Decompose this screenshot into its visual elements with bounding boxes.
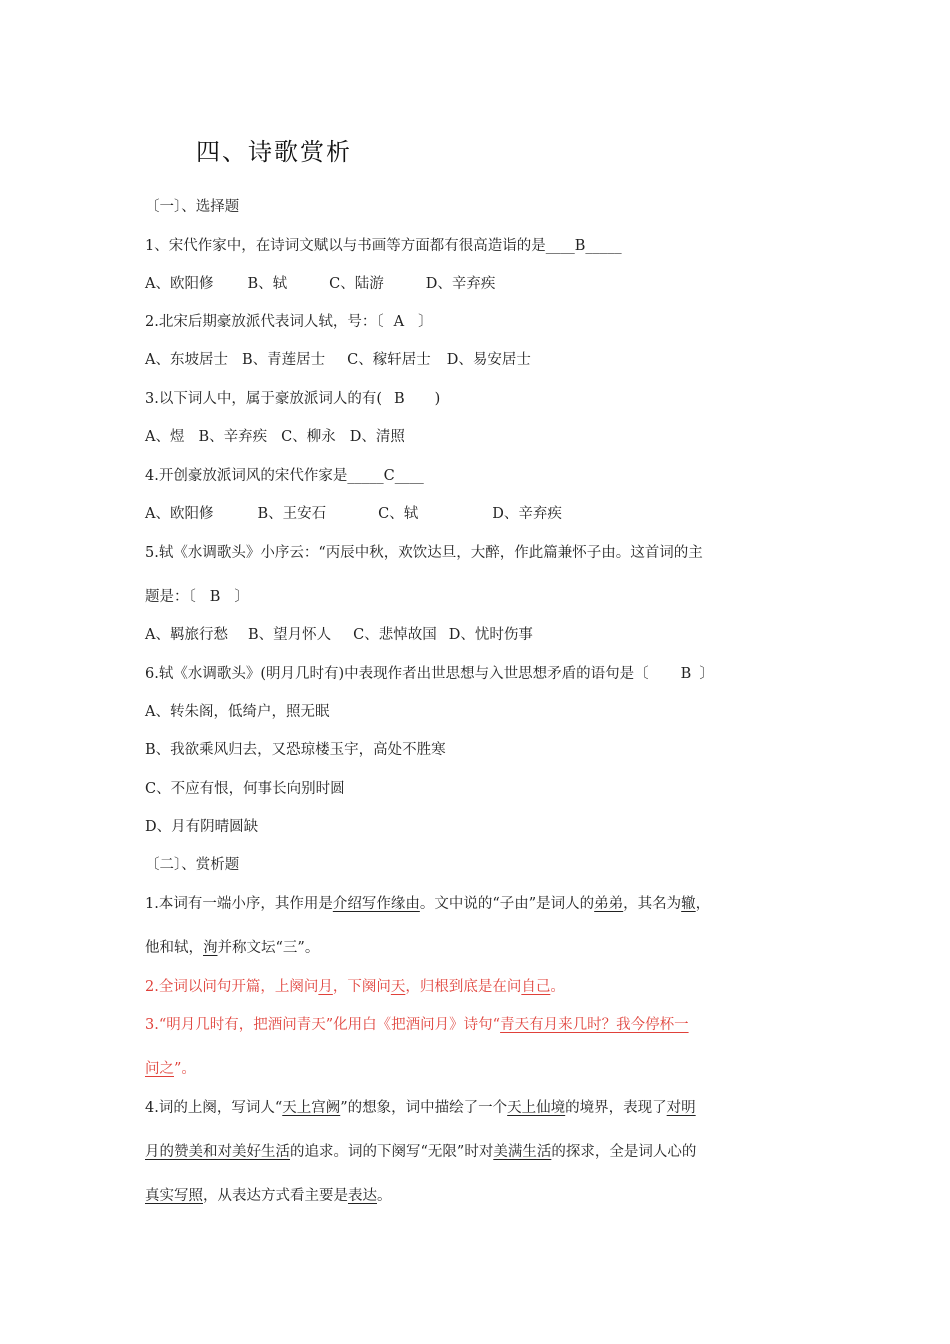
option: B、青莲居士 (241, 352, 326, 368)
text: ，下阕问 (332, 979, 391, 995)
analysis-2 (145, 977, 565, 997)
option: D、忧时伤事 (448, 627, 533, 643)
question-3-answer: B (394, 391, 405, 407)
option: B、轼 (247, 276, 288, 292)
option: D、月有阴晴圆缺 (145, 819, 259, 835)
answer-underlined: 天上宫阙 (282, 1100, 341, 1116)
answer-underlined: 问之 (145, 1061, 174, 1077)
question-5-close: 〕 (234, 589, 249, 605)
answer-underlined: 月 (318, 979, 333, 995)
question-4-blank: ____ (394, 468, 424, 484)
analysis-3-cont (145, 1059, 196, 1079)
question-1-text: 1、宋代作家中，在诗词文赋以与书画等方面都有很高造诣的是 (145, 238, 546, 254)
question-5-cont (145, 587, 249, 607)
text: 的探求，全是词人心的 (551, 1144, 697, 1160)
section-heading-choice: 〔一〕、选择题 (145, 199, 240, 215)
option: C、悲悼故国 (353, 627, 437, 643)
question-5-options (145, 625, 533, 645)
option: C、不应有恨，何事长向别时圆 (145, 781, 345, 797)
text: 1.本词有一端小序，其作用是 (145, 896, 333, 912)
answer-underlined: 弟弟 (594, 896, 624, 912)
text: 2.全词以问句开篇，上阕问 (145, 979, 319, 995)
question-3-options (145, 427, 405, 447)
analysis-4-cont2 (145, 1186, 392, 1206)
text: 他和轼， (145, 940, 203, 956)
option: A、转朱阁，低绮户，照无眠 (145, 704, 330, 720)
answer-underlined: 天上仙境 (507, 1100, 566, 1116)
question-3-close: ) (434, 391, 441, 407)
text: 3.“明月几时有，把酒问青天”化用白《把酒问月》诗句“ (145, 1017, 501, 1033)
option: D、辛弃疾 (492, 506, 562, 522)
answer-underlined: 介绍写作缘由 (332, 896, 420, 912)
question-3-text: 3.以下词人中，属于豪放派词人的有( (145, 391, 382, 407)
text: 的追求。词的下阕写“无限”时对 (290, 1144, 494, 1160)
question-3 (145, 389, 440, 409)
answer-underlined: 美满生活 (493, 1144, 552, 1160)
question-2-close: 〕 (418, 314, 433, 330)
analysis-1-cont (145, 938, 319, 958)
question-4-blank: _____ (347, 468, 384, 484)
option: A、煜 (145, 429, 185, 445)
question-1-blank: _____ (585, 238, 622, 254)
option: B、望月怀人 (247, 627, 332, 643)
question-6 (145, 664, 714, 684)
analysis-4-cont (145, 1142, 696, 1162)
text: ”。 (174, 1061, 196, 1077)
text: ， (695, 896, 711, 912)
answer-underlined: 对明 (666, 1100, 696, 1116)
option: D、易安居士 (446, 352, 531, 368)
question-6-text: 6.轼《水调歌头》(明月几时有)中表现作者出世思想与入世思想矛盾的语句是〔 (145, 666, 649, 682)
option: A、羁旅行愁 (145, 627, 228, 643)
answer-underlined: 洵 (203, 940, 218, 956)
answer-underlined: 真实写照 (145, 1188, 203, 1204)
text: ，从表达方式看主要是 (203, 1188, 348, 1204)
analysis-1 (145, 894, 710, 914)
text: 。 (377, 1188, 392, 1204)
section-heading-analysis: 〔二〕、赏析题 (145, 857, 240, 873)
option: D、辛弃疾 (425, 276, 496, 292)
page-title: 四、诗歌赏析 (196, 138, 352, 166)
question-4-options (145, 504, 562, 524)
option: C、陆游 (329, 276, 384, 292)
option: A、欧阳修 (145, 506, 214, 522)
option: D、清照 (349, 429, 405, 445)
text: 并称文坛“三”。 (217, 940, 320, 956)
question-2 (145, 312, 433, 332)
question-4-answer: C (383, 468, 395, 484)
analysis-4 (145, 1098, 696, 1118)
answer-underlined: 天 (390, 979, 406, 995)
option: C、轼 (378, 506, 419, 522)
question-1-options (145, 274, 495, 294)
text: ”的想象，词中描绘了一个 (340, 1100, 508, 1116)
option: A、欧阳修 (145, 276, 214, 292)
option: B、辛弃疾 (198, 429, 268, 445)
question-6-answer: B (680, 666, 692, 682)
option: B、王安石 (257, 506, 327, 522)
question-5-text2: 题是：〔 (145, 589, 196, 605)
option: C、柳永 (281, 429, 336, 445)
answer-underlined: 月的赞美和对美好生活 (145, 1144, 290, 1160)
text: 的境界，表现了 (565, 1100, 667, 1116)
question-5-answer: B (209, 589, 221, 605)
option: C、稼轩居士 (347, 352, 431, 368)
question-4-text: 4.开创豪放派词风的宋代作家是 (145, 468, 348, 484)
text: 。 (550, 979, 565, 995)
question-1-answer: B (574, 238, 586, 254)
text: 4.词的上阕，写词人“ (145, 1100, 283, 1116)
question-2-answer: A (393, 314, 405, 330)
text: ，归根到底是在问 (405, 979, 522, 995)
question-1 (145, 236, 622, 256)
option: B、我欲乘风归去，又恐琼楼玉宇，高处不胜寒 (145, 742, 446, 758)
question-5: 5.轼《水调歌头》小序云：“丙辰中秋，欢饮达旦，大醉，作此篇兼怀子由。这首词的主 (145, 545, 703, 561)
question-1-blank: ____ (545, 238, 575, 254)
answer-underlined: 自己 (521, 979, 551, 995)
question-4 (145, 466, 424, 486)
text: ，其名为 (623, 896, 682, 912)
question-2-text: 2.北宋后期豪放派代表词人轼，号：〔 (145, 314, 384, 330)
question-2-options (145, 350, 531, 370)
text: 。文中说的“子由”是词人的 (419, 896, 595, 912)
question-6-close: 〕 (699, 666, 714, 682)
answer-underlined: 青天有月来几时？我今停杯一 (500, 1017, 689, 1033)
option: A、东坡居士 (145, 352, 228, 368)
answer-underlined: 辙 (681, 896, 696, 912)
analysis-3 (145, 1015, 689, 1035)
answer-underlined: 表达 (348, 1188, 377, 1204)
